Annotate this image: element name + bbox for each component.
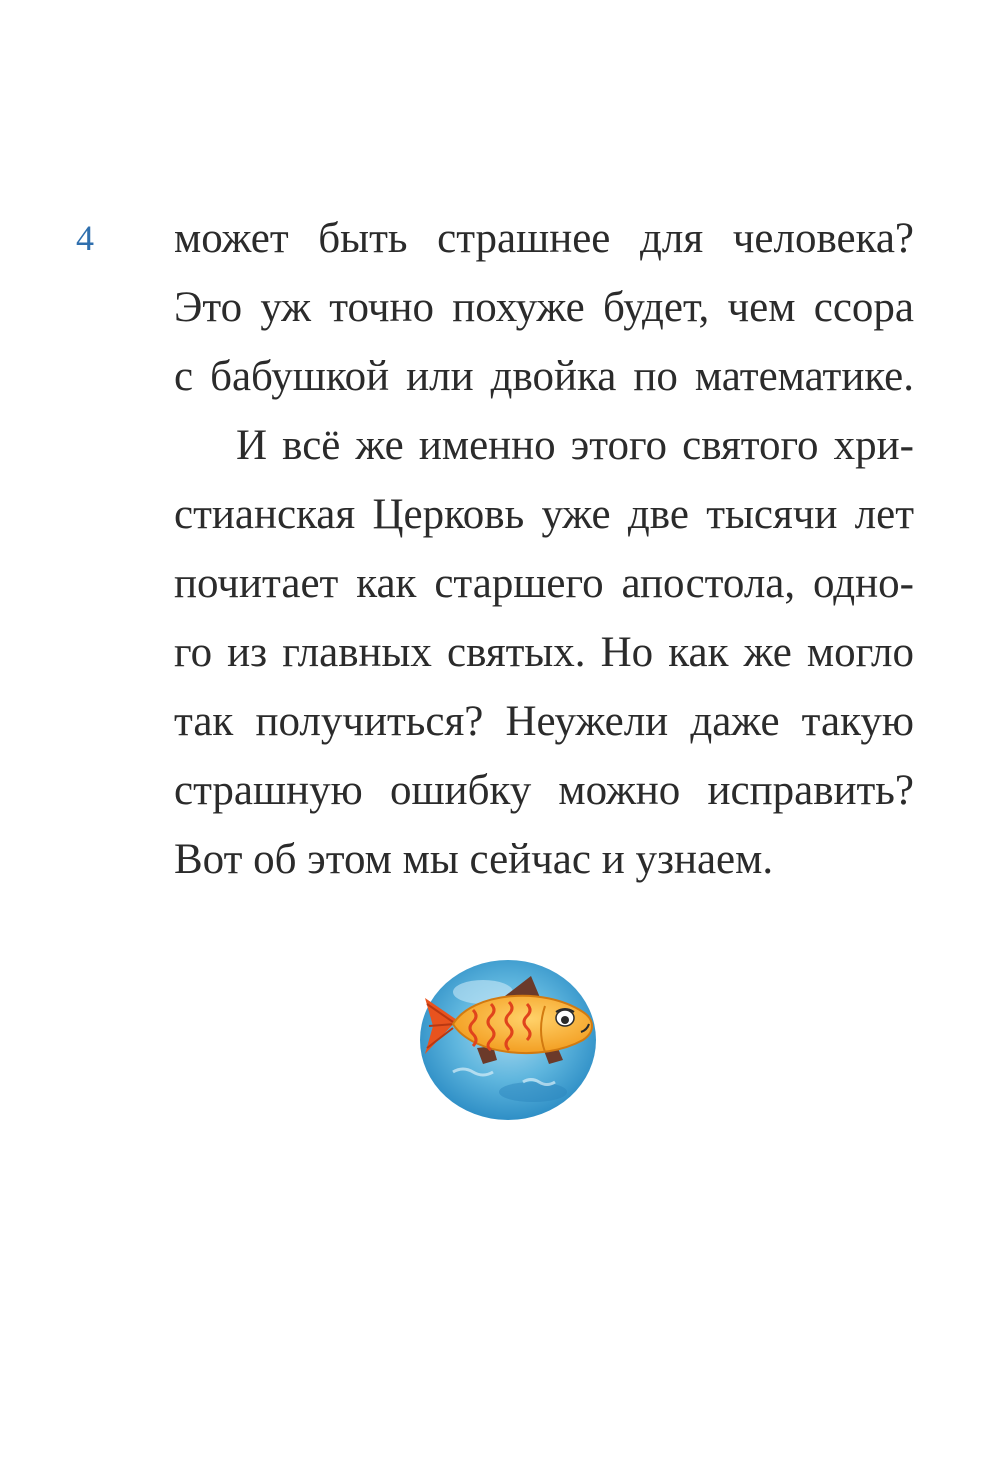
text-line: страшную ошибку можно исправить? [174,767,914,814]
fish-icon [413,952,603,1124]
text-line: И всё же именно этого святого хри- [236,422,914,469]
text-line: почитает как старшего апостола, одно- [174,560,914,607]
text-line: го из главных святых. Но как же могло [174,629,914,676]
text-line: может быть страшнее для человека? [174,215,914,262]
text-line: Это уж точно похуже будет, чем ссора [174,284,914,331]
text-line: с бабушкой или двойка по математике. [174,353,914,400]
text-line: так получиться? Неужели даже такую [174,698,914,745]
fish-illustration [413,952,603,1124]
body-text [174,204,914,894]
text-line: Вот об этом мы сейчас и узнаем. [174,836,774,883]
page-number: 4 [76,218,94,258]
text-line: стианская Церковь уже две тысячи лет [174,491,914,538]
